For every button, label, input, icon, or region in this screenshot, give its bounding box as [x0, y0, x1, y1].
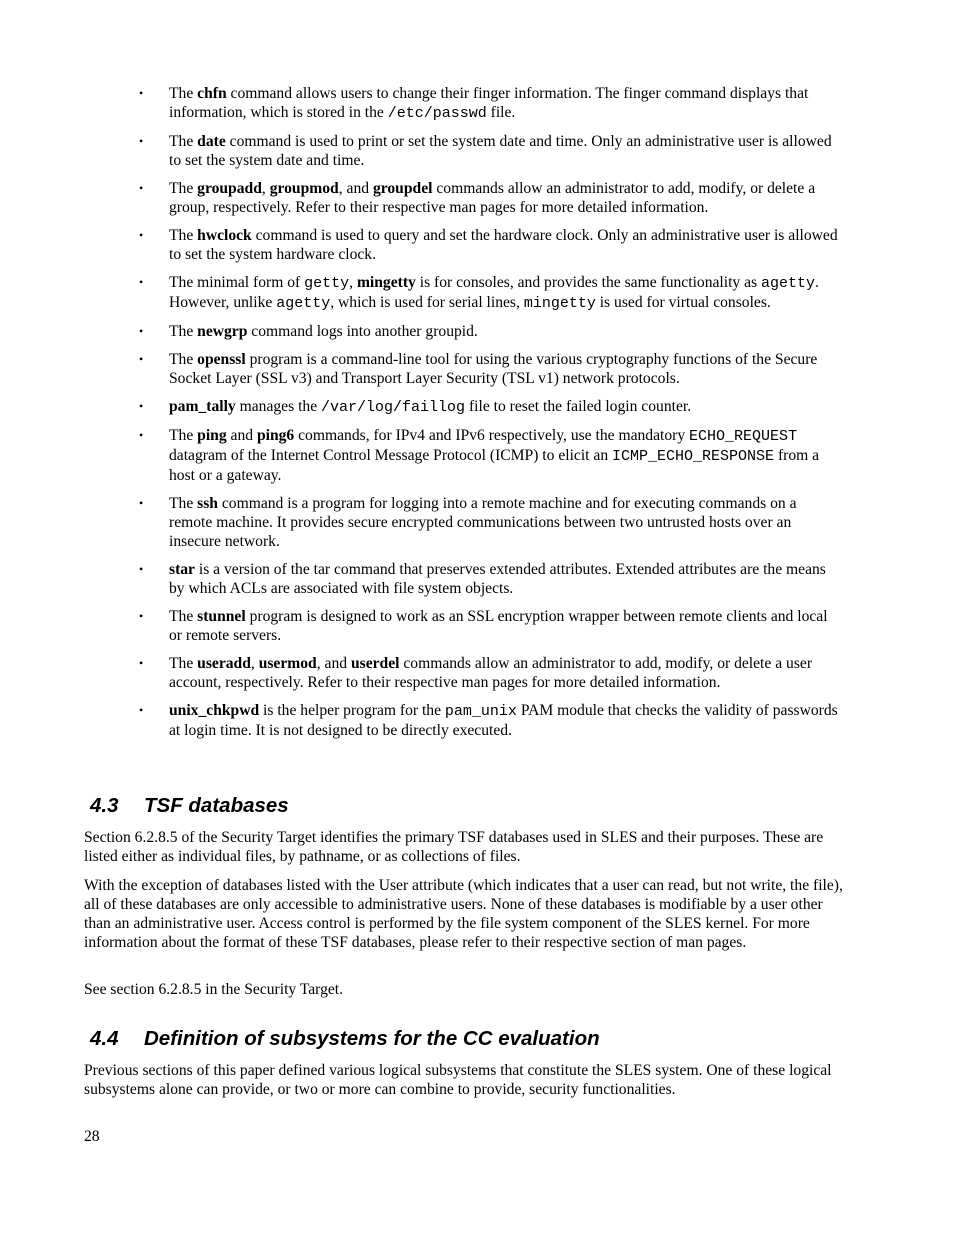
body-text: and — [226, 427, 257, 444]
bullet-marker: • — [139, 324, 144, 338]
bullet-marker: • — [139, 86, 144, 100]
bullet-marker: • — [139, 275, 144, 289]
list-item — [0, 226, 954, 264]
command-name: groupmod — [269, 180, 339, 197]
body-text: The — [169, 351, 198, 368]
section-4-4-heading — [90, 1027, 600, 1051]
section-4-3-paragraph-3: See section 6.2.8.5 in the Security Target. — [84, 981, 344, 998]
list-item — [0, 494, 954, 551]
command-name: date — [197, 133, 226, 150]
command-name: openssl — [197, 351, 246, 368]
section-title: TSF databases — [144, 794, 289, 817]
body-text: is a version of the tar command that preserves extended attributes. Extended attributes are the means by which ACLs are associated with file system objects. — [169, 561, 826, 597]
command-list — [0, 84, 954, 749]
code-text: agetty — [761, 275, 816, 292]
command-name: pam_tally — [169, 398, 236, 415]
code-text: getty — [304, 275, 350, 292]
list-item — [0, 322, 954, 341]
body-text: commands allow an administrator to add, modify, or delete a user account, respectively. Refer to their respective man pages for more detailed information. — [169, 655, 813, 691]
command-name: mingetty — [356, 274, 416, 291]
body-text: is the helper program for the — [259, 702, 445, 719]
list-item — [0, 132, 954, 170]
list-item — [0, 397, 954, 417]
command-name: groupadd — [197, 180, 262, 197]
body-text: The — [169, 180, 198, 197]
section-number: 4.3 — [90, 794, 119, 817]
body-text: command is used to query and set the hardware clock. Only an administrative user is allowed to set the system hardware clock. — [169, 227, 838, 263]
list-item — [0, 350, 954, 388]
body-text: from a host or a gateway. — [169, 447, 820, 484]
section-number: 4.4 — [90, 1027, 119, 1050]
bullet-marker: • — [139, 562, 144, 576]
body-text: . However, unlike — [169, 274, 819, 311]
section-4-3-paragraph-2: With the exception of databases listed with the User attribute (which indicates that a user can read, but not write, the file), all of these databases are only accessible to administrative users. None of these databases is modifiable by a user other than an administrative user. Access control is performed by the file system component of the SLES kernel. For more information about the format of these TSF databases, please refer to their respective section of man pages. — [84, 877, 843, 951]
code-text: ECHO_REQUEST — [689, 428, 798, 445]
body-text: commands allow an administrator to add, modify, or delete a group, respectively. Refer to their respective man pages for more detailed information. — [169, 180, 816, 216]
list-item — [0, 426, 954, 485]
code-text: ICMP_ECHO_RESPONSE — [612, 448, 775, 465]
command-name: star — [169, 561, 195, 578]
command-name: unix_chkpwd — [169, 702, 260, 719]
body-text: , and — [338, 180, 373, 197]
body-text: is used for virtual consoles. — [595, 294, 771, 311]
command-name: groupdel — [372, 180, 433, 197]
body-text: The — [169, 655, 198, 672]
code-text: pam_unix — [444, 703, 517, 720]
bullet-marker: • — [139, 352, 144, 366]
command-name: userdel — [350, 655, 400, 672]
body-text: The — [169, 495, 198, 512]
body-text: file to reset the failed login counter. — [465, 398, 692, 415]
body-text: , — [250, 655, 259, 672]
body-text: datagram of the Internet Control Message Protocol (ICMP) to elicit an — [169, 447, 613, 464]
body-text: , — [349, 274, 357, 291]
bullet-marker: • — [139, 703, 144, 717]
command-name: usermod — [258, 655, 317, 672]
code-text: mingetty — [523, 295, 596, 312]
command-name: hwclock — [197, 227, 252, 244]
body-text: program is a command-line tool for using the various cryptography functions of the Secure Socket Layer (SSL v3) and Transport Layer Security (TSL v1) network protocols. — [169, 351, 818, 387]
body-text: , and — [316, 655, 351, 672]
section-4-3-heading — [90, 794, 289, 818]
body-text: The — [169, 608, 198, 625]
body-text: , which is used for serial lines, — [330, 294, 524, 311]
body-text: PAM module that checks the validity of passwords at login time. It is not designed to be directly executed. — [169, 702, 838, 739]
code-text: agetty — [276, 295, 331, 312]
command-name: ping6 — [256, 427, 295, 444]
body-text: The — [169, 323, 198, 340]
command-name: ping — [197, 427, 227, 444]
command-name: newgrp — [197, 323, 248, 340]
bullet-marker: • — [139, 228, 144, 242]
list-item — [0, 560, 954, 598]
command-name: stunnel — [197, 608, 246, 625]
code-text: /etc/passwd — [387, 105, 487, 122]
body-text: command logs into another groupid. — [247, 323, 478, 340]
body-text: The — [169, 85, 198, 102]
command-name: useradd — [197, 655, 251, 672]
list-item — [0, 607, 954, 645]
body-text: command is used to print or set the system date and time. Only an administrative user is allowed to set the system date and time. — [169, 133, 832, 169]
bullet-marker: • — [139, 428, 144, 442]
list-item — [0, 179, 954, 217]
list-item — [0, 654, 954, 692]
code-text: /var/log/faillog — [321, 399, 466, 416]
body-text: program is designed to work as an SSL encryption wrapper between remote clients and local or remote servers. — [169, 608, 828, 644]
bullet-marker: • — [139, 609, 144, 623]
bullet-marker: • — [139, 181, 144, 195]
body-text: The — [169, 427, 198, 444]
body-text: The — [169, 227, 198, 244]
section-4-3-paragraph-1: Section 6.2.8.5 of the Security Target identifies the primary TSF databases used in SLES and their purposes. These are listed either as individual files, by pathname, or as collections of files. — [84, 829, 824, 865]
body-text: The — [169, 133, 198, 150]
section-4-4-paragraph-1: Previous sections of this paper defined various logical subsystems that constitute the SLES system. One of these logical subsystems alone can provide, or two or more can combine to provide, security functionalities. — [84, 1062, 832, 1098]
command-name: chfn — [197, 85, 227, 102]
list-item — [0, 84, 954, 123]
body-text: manages the — [235, 398, 322, 415]
command-name: ssh — [197, 495, 218, 512]
page-number: 28 — [84, 1128, 100, 1145]
list-item — [0, 701, 954, 740]
list-item — [0, 273, 954, 313]
body-text: is for consoles, and provides the same functionality as — [415, 274, 761, 291]
bullet-marker: • — [139, 496, 144, 510]
body-text: file. — [486, 104, 516, 121]
bullet-marker: • — [139, 134, 144, 148]
body-text: commands, for IPv4 and IPv6 respectively, use the mandatory — [294, 427, 690, 444]
bullet-marker: • — [139, 656, 144, 670]
body-text: The minimal form of — [169, 274, 305, 291]
body-text: , — [261, 180, 270, 197]
body-text: command allows users to change their finger information. The finger command displays that information, which is stored in the — [169, 85, 809, 121]
bullet-marker: • — [139, 399, 144, 413]
section-title: Definition of subsystems for the CC evaluation — [144, 1027, 600, 1050]
body-text: command is a program for logging into a remote machine and for executing commands on a remote machine. It provides secure encrypted communications between two untrusted hosts over an insecure network. — [169, 495, 797, 550]
